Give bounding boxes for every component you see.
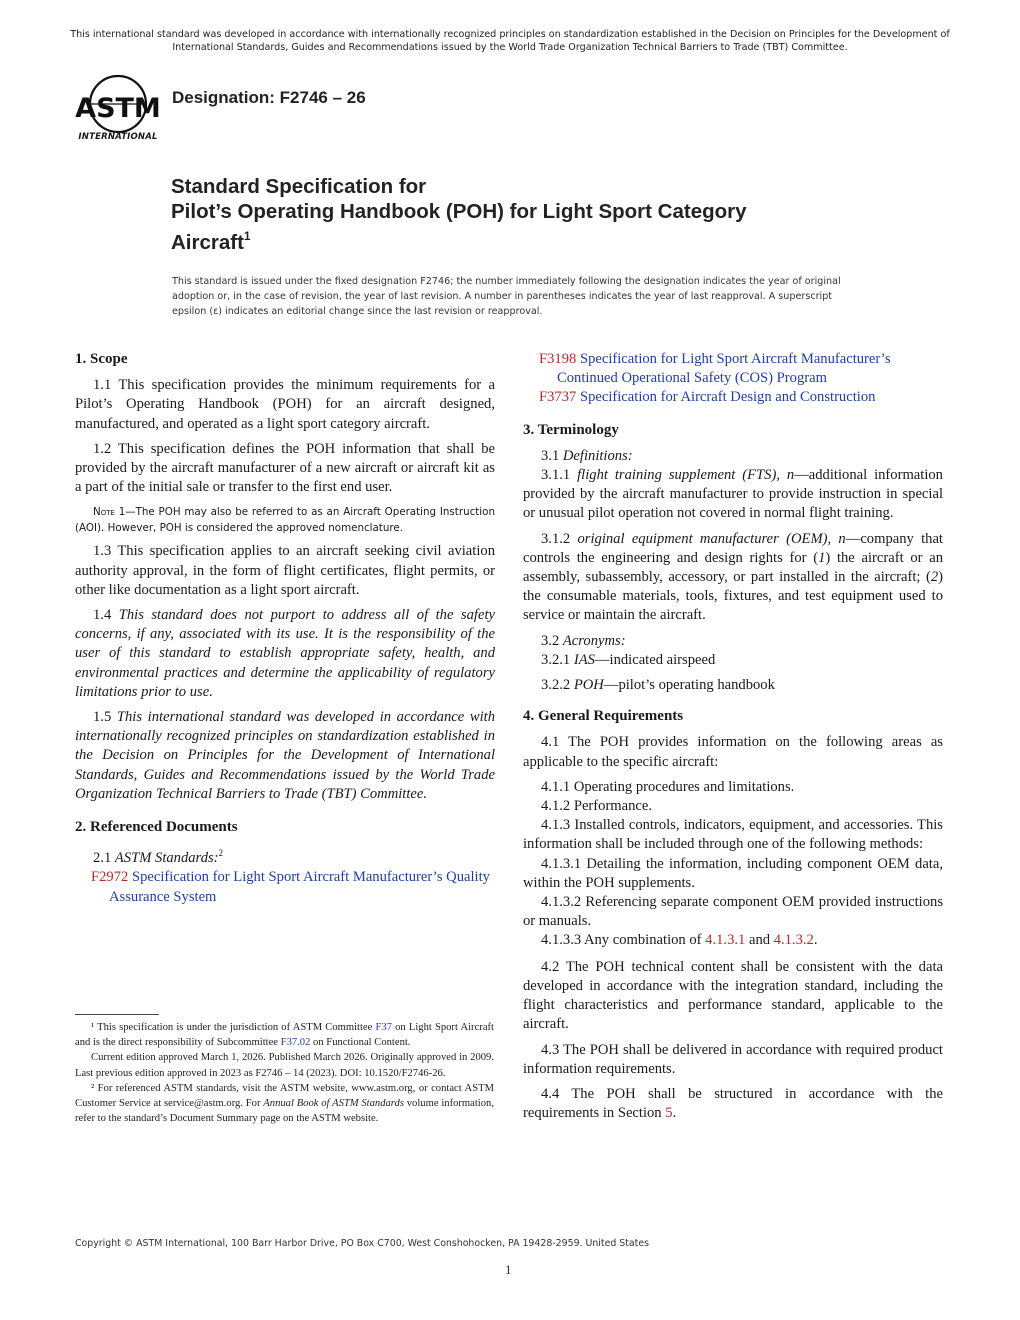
para-4-1-3: 4.1.3 Installed controls, indicators, equipment, and accessories. This information shall be included through one of the following methods:	[523, 817, 943, 853]
para-3-2-2	[523, 676, 943, 695]
title-line-1: Standard Specification for	[171, 175, 427, 198]
reference-code[interactable]: F3737	[539, 389, 577, 406]
footnote-1-text-b: on Light Sport Aircraft and is the direct responsibility of Subcommittee	[75, 1022, 494, 1049]
term-oem: original equipment manufacturer (OEM), n	[577, 530, 846, 547]
para-4-1-2: 4.1.2 Performance.	[541, 798, 653, 815]
footnote-divider	[75, 1014, 159, 1015]
reference-title-link[interactable]: Specification for Light Sport Aircraft Manufacturer’s Continued Operational Safety (COS) Program	[557, 351, 891, 387]
footnote-1-text-a: ¹ This specification is under the jurisdiction of ASTM Committee	[91, 1022, 376, 1033]
title-footnote-marker: 1	[243, 229, 251, 243]
para-3-2	[523, 632, 943, 651]
document-title	[171, 174, 871, 255]
footnote-1-edition: Current edition approved March 1, 2026. Published March 2026. Originally approved in 2009. Last previous edition approved in 2023 as F2746 – 14 (2023). DOI: 10.1520/F2746-26.	[75, 1052, 494, 1079]
reference-f2972[interactable]	[75, 868, 495, 906]
reference-code[interactable]: F3198	[539, 351, 577, 367]
para-3-2-2-number: 3.2.2	[541, 677, 574, 694]
para-1-4	[75, 606, 495, 702]
acronym-ias: IAS	[573, 651, 595, 668]
para-4-3: 4.3 The POH shall be delivered in accordance with required product information requirements.	[523, 1041, 943, 1077]
note-1-text: —The POH may also be referred to as an Aircraft Operating Instruction (AOI). However, POH is considered the approved nomenclature.	[75, 506, 495, 534]
para-3-1-number: 3.1	[541, 447, 563, 464]
reference-f3737[interactable]	[523, 388, 943, 407]
definition-oem-a: —company that controls the engineering and design rights for (	[523, 530, 943, 566]
reference-code[interactable]: F2972	[91, 869, 129, 886]
issued-note: This standard is issued under the fixed designation F2746; the number immediately following the designation indicates the year of original adoption or, in the case of revision, the year of last revision. A number in parentheses indicates the year of last reapproval. A superscript epsilon (ε) indicates an editorial change since the last revision or reapproval.	[172, 276, 841, 317]
term-fts: flight training supplement (FTS), n	[577, 467, 795, 484]
definition-fts: —additional information provided by the aircraft manufacturer to provide instruction in special or unusual pilot operation not covered in normal flight training.	[523, 467, 943, 522]
definition-oem-item-1: 1	[818, 549, 826, 566]
para-4-1: 4.1 The POH provides information on the following areas as applicable to the specific aircraft:	[523, 734, 943, 770]
para-3-1-1-number: 3.1.1	[541, 467, 578, 484]
para-1-5-number: 1.5	[93, 709, 117, 726]
para-4-4-end: .	[672, 1105, 677, 1122]
footnotes	[75, 1020, 494, 1126]
acronym-poh: POH	[573, 677, 604, 694]
subcommittee-f37-02-link[interactable]: F37.02	[280, 1037, 311, 1049]
para-3-1-2	[523, 530, 943, 626]
para-1-5-text: This international standard was developed in accordance with internationally recognized principles on standardization established in the Decision on Principles for the Development of International Standards, Guides and Recommendations issued by the World Trade Organization Technical Barriers to Trade (TBT) Committee.	[75, 709, 496, 802]
section-3-heading: 3. Terminology	[523, 421, 619, 438]
para-3-2-number: 3.2	[541, 632, 563, 649]
para-3-1-1	[523, 466, 943, 524]
reference-title-link[interactable]: Specification for Aircraft Design and Construction	[579, 389, 876, 406]
para-4-1-3-3-text: 4.1.3.3 Any combination of	[541, 932, 706, 949]
para-1-4-number: 1.4	[93, 607, 119, 624]
astm-logo-mark	[72, 72, 164, 134]
footnote-1	[75, 1020, 494, 1050]
committee-f37-link[interactable]: F37	[375, 1022, 392, 1033]
reference-f3198[interactable]	[523, 350, 943, 388]
para-4-1-3-3-end: .	[813, 932, 818, 949]
para-3-1	[523, 447, 943, 466]
designation: Designation: F2746 – 26	[172, 88, 366, 107]
para-4-1-3-2: 4.1.3.2 Referencing separate component OEM provided instructions or manuals.	[523, 894, 943, 930]
para-3-2-text: Acronyms:	[562, 632, 626, 649]
para-1-2: 1.2 This specification defines the POH information that shall be provided by the aircraft manufacturer of a new aircraft or aircraft kit as a part of the initial sale or transfer to the first end user.	[75, 440, 495, 496]
para-1-1: 1.1 This specification provides the minimum requirements for a Pilot’s Operating Handbook (POH) for an aircraft designed, manufactured, and operated as a light sport category aircraft.	[75, 377, 495, 432]
section-4-heading: 4. General Requirements	[523, 708, 684, 725]
xref-4-1-3-2[interactable]: 4.1.3.2	[773, 932, 814, 949]
note-1	[75, 505, 495, 536]
section-1-heading: 1. Scope	[75, 351, 128, 367]
para-4-1-3-3-and: and	[745, 932, 774, 949]
para-2-1-text: ASTM Standards:	[114, 850, 219, 867]
logo-international-label: INTERNATIONAL	[78, 132, 158, 142]
definition-oem-b: ) the aircraft or an assembly, subassembly, accessory, or part installed in the aircraft; (	[523, 549, 943, 586]
title-line-3	[171, 224, 871, 255]
definition-oem-c: ) the consumable materials, tools, fixtures, and test equipment used to service or maintain the aircraft.	[523, 569, 943, 624]
para-1-5	[75, 708, 495, 804]
para-3-1-text: Definitions:	[562, 447, 633, 464]
para-4-1-3-3	[523, 931, 943, 950]
definition-oem-item-2: 2	[930, 569, 939, 586]
footnote-2-italic: Annual Book of ASTM Standards	[263, 1098, 404, 1110]
section-2-heading: 2. Referenced Documents	[75, 819, 238, 836]
para-4-4	[523, 1085, 943, 1123]
left-column	[75, 350, 495, 907]
title-line-2: Pilot’s Operating Handbook (POH) for Light Sport Category	[171, 200, 747, 223]
logo-letters: ASTM	[75, 93, 161, 124]
para-2-1-footnote-marker: 2	[218, 848, 224, 859]
para-1-4-text: This standard does not purport to address all of the safety concerns, if any, associated with its use. It is the responsibility of the user of this standard to establish appropriate safety, health, and environmental practices and determine the applicability of regulatory limitations prior to use.	[75, 607, 495, 700]
right-column	[523, 350, 943, 1129]
para-2-1-number: 2.1	[93, 850, 115, 867]
title-line-3-text: Aircraft	[171, 231, 244, 254]
para-4-4-text: 4.4 The POH shall be structured in accordance with the requirements in Section	[523, 1085, 943, 1122]
para-4-1-1: 4.1.1 Operating procedures and limitations.	[541, 778, 795, 795]
acronym-poh-def: —pilot’s operating handbook	[603, 677, 775, 694]
xref-section-5[interactable]: 5	[665, 1105, 673, 1122]
international-standard-notice: This international standard was developed in accordance with internationally recognized principles on standardization established in the Decision on Principles for the Development of International Standards, Guides and Recommendations issued by the World Trade Organization Technical Barriers to Trade (TBT) Committee.	[70, 29, 950, 53]
footnote-2	[75, 1081, 494, 1127]
footnote-1-text-c: on Functional Content.	[310, 1037, 411, 1049]
copyright-line: Copyright © ASTM International, 100 Barr Harbor Drive, PO Box C700, West Conshohocken, PA 19428-2959. United States	[75, 1238, 649, 1249]
para-3-1-2-number: 3.1.2	[541, 530, 578, 547]
para-4-1-3-1: 4.1.3.1 Detailing the information, including component OEM data, within the POH supplements.	[523, 855, 943, 891]
para-3-2-1	[523, 651, 943, 670]
footnote-2-text-a: ² For referenced ASTM standards, visit the ASTM website, www.astm.org, or contact ASTM Customer Service at service@astm.org. For	[75, 1082, 494, 1110]
para-3-2-1-number: 3.2.1	[541, 651, 574, 668]
astm-logo	[72, 72, 164, 152]
para-4-2: 4.2 The POH technical content shall be consistent with the data developed in accordance with the integration standard, including the flight characteristics and performance standard, applicable to the aircraft.	[523, 958, 943, 1033]
para-1-3: 1.3 This specification applies to an aircraft seeking civil aviation authority approval, in the form of flight certificates, flight permits, or other like documentation as a light sport aircraft.	[75, 543, 495, 598]
xref-4-1-3-1[interactable]: 4.1.3.1	[705, 932, 746, 949]
acronym-ias-def: —indicated airspeed	[594, 651, 716, 668]
footnote-2-text-b: volume information, refer to the standard’s Document Summary page on the ASTM website.	[75, 1098, 494, 1125]
para-2-1	[75, 844, 495, 868]
page-number: 1	[505, 1262, 512, 1277]
note-1-label: Note 1	[93, 506, 126, 519]
reference-title-link[interactable]: Specification for Light Sport Aircraft Manufacturer’s Quality Assurance System	[109, 869, 490, 905]
